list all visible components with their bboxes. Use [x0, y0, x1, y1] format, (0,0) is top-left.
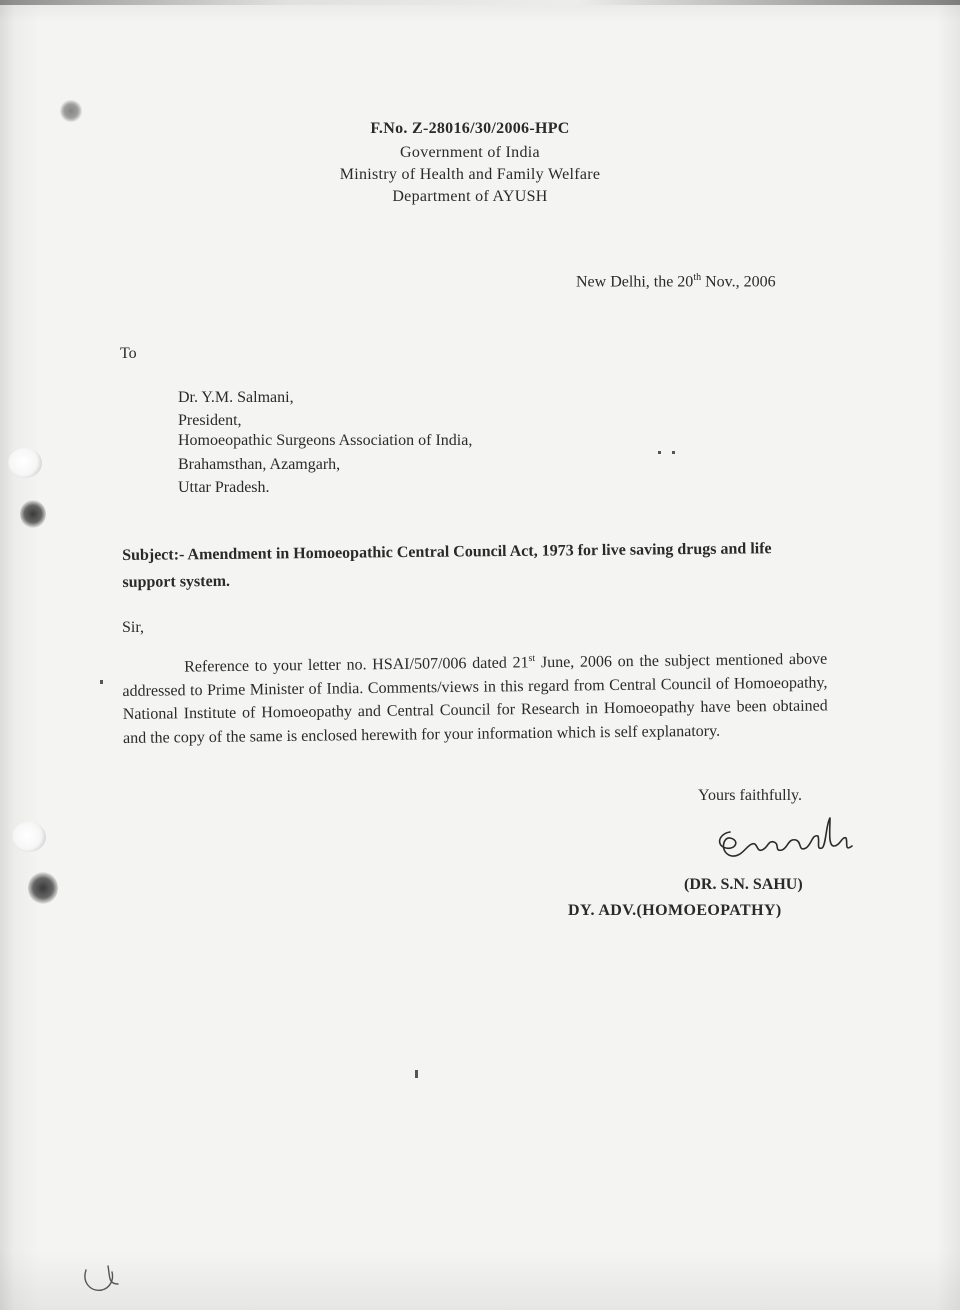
recipient-name: Dr. Y.M. Salmani, — [178, 389, 294, 406]
pencil-mark — [80, 1262, 124, 1296]
scan-speck — [415, 1070, 418, 1078]
body-paragraph: Reference to your letter no. HSAI/507/006 dated 21st June, 2006 on the subject mentioned above addressed to Prime Minister of India. Comments/views in this regard from Central Council of Homoeopathy, National Institute of Homoeopathy and Central Council for Research in Homoeopathy have been obtained and the copy of the same is enclosed herewith for your information which is self explanatory. — [122, 650, 828, 747]
file-number: F.No. Z-28016/30/2006-HPC — [370, 120, 570, 137]
ink-smudge — [28, 872, 58, 904]
scan-speck — [100, 680, 103, 684]
signatory-designation: DY. ADV.(HOMOEOPATHY) — [568, 902, 782, 919]
subject-text: Amendment in Homoeopathic Central Council Act, 1973 for live saving drugs and life support system. — [122, 540, 772, 591]
subject-label: Subject:- — [122, 546, 185, 564]
closing: Yours faithfully. — [698, 787, 803, 804]
ink-smudge — [60, 100, 82, 122]
department-line: Department of AYUSH — [392, 188, 548, 205]
government-line: Government of India — [400, 144, 540, 161]
recipient-address-line: Brahamsthan, Azamgarh, — [178, 456, 341, 473]
handwritten-signature — [712, 812, 862, 864]
recipient-title: President, — [178, 412, 242, 429]
scan-speck — [658, 451, 661, 454]
punch-hole-bottom — [12, 822, 46, 852]
letter-date: New Delhi, the 20th Nov., 2006 — [576, 272, 776, 291]
scan-edge — [0, 0, 960, 5]
ink-smudge — [20, 500, 46, 528]
recipient-state: Uttar Pradesh. — [178, 479, 270, 496]
punch-hole-top — [8, 448, 42, 478]
ministry-line: Ministry of Health and Family Welfare — [339, 166, 601, 183]
scan-speck — [672, 451, 675, 454]
signatory-name: (DR. S.N. SAHU) — [684, 876, 803, 893]
subject — [122, 535, 813, 596]
to-label: To — [120, 345, 137, 362]
recipient-organisation: Homoeopathic Surgeons Association of India, — [178, 432, 473, 449]
salutation: Sir, — [122, 619, 145, 636]
